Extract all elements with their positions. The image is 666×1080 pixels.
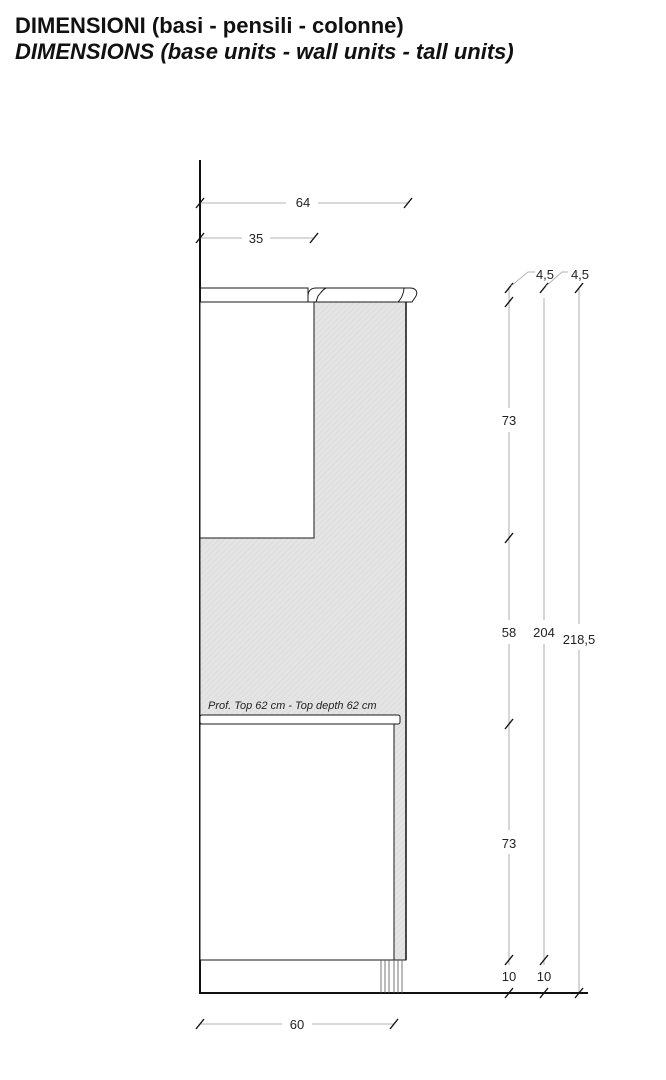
dim-label-gap: 58 (501, 625, 517, 640)
top-depth-note: Prof. Top 62 cm - Top depth 62 cm (208, 700, 377, 712)
dim-label-plinth-b: 10 (536, 969, 552, 984)
plinth-legs (381, 960, 402, 993)
dim-label-35: 35 (248, 231, 264, 246)
dim-label-plinth-a: 10 (501, 969, 517, 984)
dim-label-204: 204 (533, 625, 555, 640)
dim-label-60: 60 (289, 1017, 305, 1032)
dim-label-wall-unit: 73 (501, 413, 517, 428)
cornice-leader (511, 272, 535, 286)
dim-label-cornice-a: 4,5 (535, 267, 555, 282)
wall-unit (200, 302, 314, 538)
dim-label-cornice-b: 4,5 (570, 267, 590, 282)
base-unit (200, 724, 394, 960)
worktop (200, 715, 400, 724)
dim-label-64: 64 (295, 195, 311, 210)
dim-label-base-unit: 73 (501, 836, 517, 851)
dim-label-total: 218,5 (562, 632, 596, 647)
cornice (200, 288, 417, 302)
page-title: DIMENSIONI (basi - pensili - colonne) (15, 13, 404, 38)
page-subtitle: DIMENSIONS (base units - wall units - tall units) (15, 39, 514, 64)
